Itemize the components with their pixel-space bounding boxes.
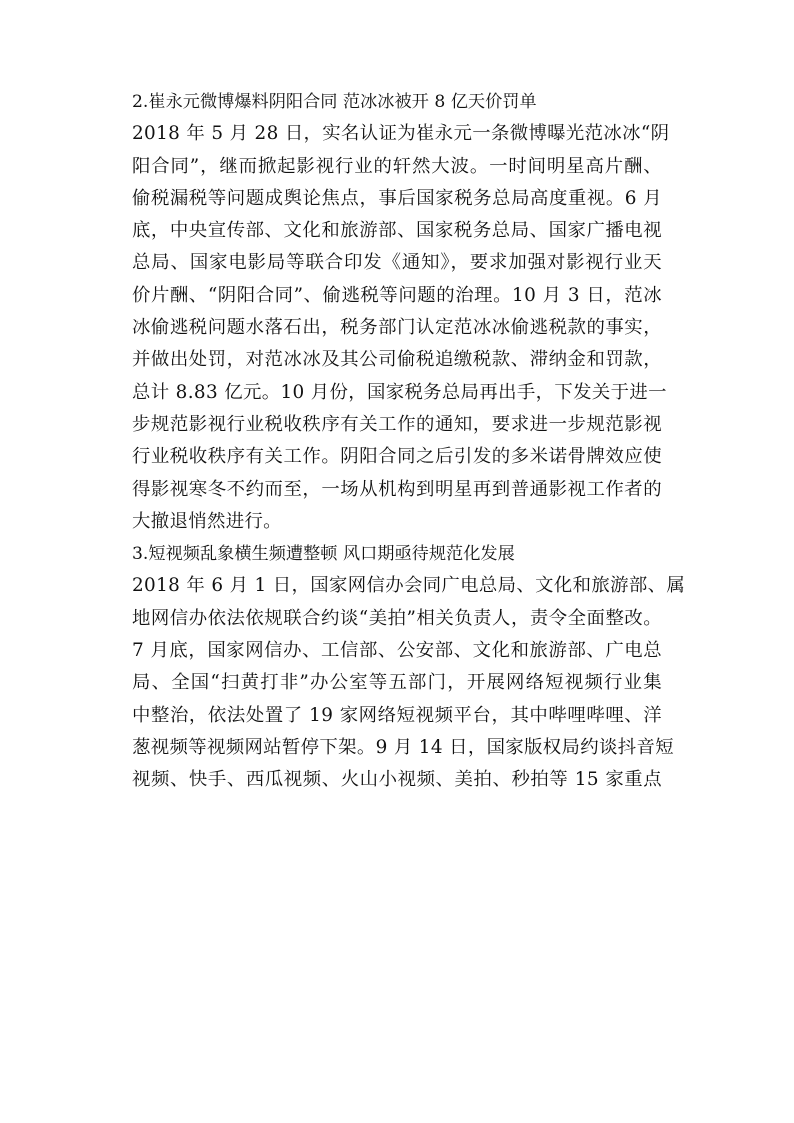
paragraph-line: 7 月底，国家网信办、工信部、公安部、文化和旅游部、广电总 [132,640,662,662]
paragraph-line: 价片酬、“阴阳合同”、偷逃税等问题的治理。10 月 3 日，范冰 [132,284,662,306]
paragraph-line: 得影视寒冬不约而至，一场从机构到明星再到普通影视工作者的 [132,478,662,500]
paragraph-line: 地网信办依法依规联合约谈“美拍”相关负责人，责令全面整改。 [132,607,662,629]
paragraph-line: 步规范影视行业税收秩序有关工作的通知，要求进一步规范影视 [132,413,662,435]
paragraph-line: 局、全国“扫黄打非”办公室等五部门，开展网络短视频行业集 [132,672,662,694]
paragraph-line: 总局、国家电影局等联合印发《通知》，要求加强对影视行业天 [132,252,662,274]
paragraph-line: 行业税收秩序有关工作。阴阳合同之后引发的多米诺骨牌效应使 [132,446,662,468]
paragraph-line: 并做出处罚，对范冰冰及其公司偷税追缴税款、滞纳金和罚款， [132,349,662,371]
paragraph-line: 视频、快手、西瓜视频、火山小视频、美拍、秒拍等 15 家重点 [132,769,662,791]
paragraph-line: 2018 年 6 月 1 日，国家网信办会同广电总局、文化和旅游部、属 [132,575,686,597]
paragraph-line: 冰偷逃税问题水落石出，税务部门认定范冰冰偷逃税款的事实， [132,317,662,339]
paragraph-line: 2018 年 5 月 28 日，实名认证为崔永元一条微博曝光范冰冰“阴 [132,123,670,145]
paragraph-line: 底，中央宣传部、文化和旅游部、国家税务总局、国家广播电视 [132,220,662,242]
paragraph-line: 总计 8.83 亿元。10 月份，国家税务总局再出手，下发关于进一 [132,381,667,403]
paragraph-line: 阳合同”，继而掀起影视行业的轩然大波。一时间明星高片酬、 [132,155,662,177]
paragraph-line: 葱视频等视频网站暂停下架。9 月 14 日，国家版权局约谈抖音短 [132,736,674,758]
section-2-body [132,118,670,538]
paragraph-line: 大撤退悄然进行。 [132,510,282,532]
paragraph-line: 中整治，依法处置了 19 家网络短视频平台，其中哔哩哔哩、洋 [132,704,662,726]
section-2-heading: 2.崔永元微博爆料阴阳合同 范冰冰被开 8 亿天价罚单 [132,92,537,112]
document-page [132,86,686,797]
paragraph-line: 偷税漏税等问题成舆论焦点，事后国家税务总局高度重视。6 月 [132,187,662,209]
section-3-heading: 3.短视频乱象横生频遭整顿 风口期亟待规范化发展 [132,544,515,565]
section-3-body [132,570,686,796]
